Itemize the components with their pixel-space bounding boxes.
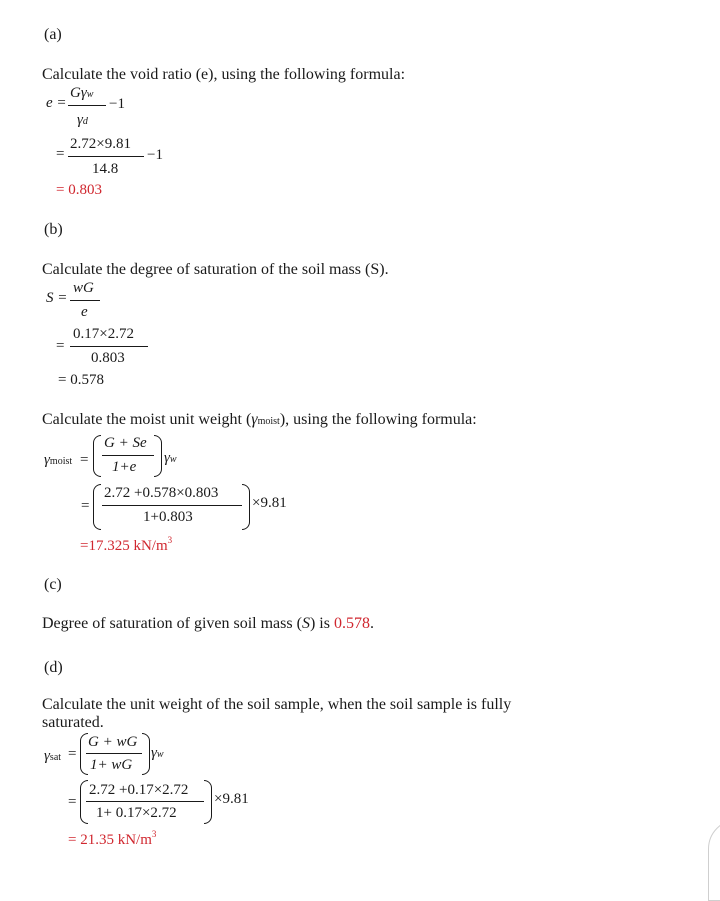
moist-weight-numerator: G + Se	[104, 435, 147, 451]
part-a-intro: Calculate the void ratio (e), using the following formula:	[42, 66, 406, 83]
fraction-bar	[102, 505, 242, 506]
minus-one: −1	[147, 147, 163, 163]
fraction-bar	[86, 801, 204, 802]
saturation-sub-numerator: 0.17×2.72	[73, 326, 134, 342]
left-paren	[93, 435, 101, 477]
fraction-bar	[70, 346, 148, 347]
right-paren	[142, 733, 150, 775]
sat-weight-result: = 21.35 $kN/m^3$	[68, 829, 157, 848]
right-paren	[204, 780, 212, 824]
part-c-label: (c)	[44, 576, 62, 593]
part-c-statement: Degree of saturation of given soil mass (S) is 0.578.	[42, 615, 374, 632]
fraction-bar	[68, 105, 106, 106]
equals-sign: =	[68, 746, 77, 762]
saturation-numerator: wG	[73, 280, 94, 296]
part-b-intro: Calculate the degree of saturation of the soil mass (S).	[42, 261, 389, 278]
left-paren	[80, 780, 88, 824]
equals-sign: =	[80, 452, 89, 468]
void-ratio-denominator: γd	[77, 112, 88, 128]
part-c-value: 0.578	[333, 615, 370, 632]
sat-weight-sub-denominator: 1+ 0.17×2.72	[96, 805, 177, 821]
saturation-lhs: S =	[46, 290, 68, 306]
equals-sign: =	[68, 794, 77, 810]
void-ratio-result: = 0.803	[56, 182, 102, 198]
fraction-bar	[70, 300, 100, 301]
saturation-sub-denominator: 0.803	[91, 350, 125, 366]
left-paren	[93, 484, 101, 530]
part-d-intro: Calculate the unit weight of the soil sample, when the soil sample is fully saturated.	[42, 696, 512, 731]
moist-weight-lhs: γmoist	[44, 452, 73, 468]
sat-weight-numerator: G + wG	[88, 734, 138, 750]
void-ratio-lhs: e =	[46, 95, 67, 111]
saturation-result: = 0.578	[58, 372, 104, 388]
unit-weight-water: γw	[164, 450, 177, 466]
multiply-gamma-w: ×9.81	[214, 791, 249, 807]
left-paren	[80, 733, 88, 775]
part-b-label: (b)	[44, 221, 63, 238]
equals-sign: =	[56, 146, 65, 162]
void-ratio-sub-numerator: 2.72×9.81	[70, 136, 131, 152]
page-corner-shadow	[708, 819, 720, 901]
fraction-bar	[102, 455, 154, 456]
moist-weight-denominator: 1+e	[112, 459, 137, 475]
part-d-label: (d)	[44, 659, 63, 676]
part-a-label: (a)	[44, 26, 62, 43]
saturation-denominator: e	[81, 304, 88, 320]
moist-weight-sub-numerator: 2.72 +0.578×0.803	[104, 485, 219, 501]
equals-sign: =	[81, 498, 90, 514]
unit-weight-water: γw	[151, 745, 164, 761]
void-ratio-numerator: Gγw	[70, 85, 94, 101]
moist-weight-intro: Calculate the moist unit weight (γmoist), using the following formula:	[42, 411, 477, 428]
right-paren	[242, 484, 250, 530]
moist-weight-result: =17.325 $kN/m^3$	[80, 535, 173, 554]
multiply-gamma-w: ×9.81	[252, 495, 287, 511]
sat-weight-sub-numerator: 2.72 +0.17×2.72	[89, 782, 189, 798]
equals-sign: =	[56, 338, 65, 354]
minus-one: −1	[109, 96, 125, 112]
sat-weight-denominator: 1+ wG	[90, 757, 133, 773]
void-ratio-sub-denominator: 14.8	[92, 161, 119, 177]
fraction-bar	[68, 156, 144, 157]
fraction-bar	[86, 753, 142, 754]
sat-weight-lhs: γsat	[44, 748, 62, 764]
right-paren	[154, 435, 162, 477]
moist-weight-sub-denominator: 1+0.803	[143, 509, 193, 525]
